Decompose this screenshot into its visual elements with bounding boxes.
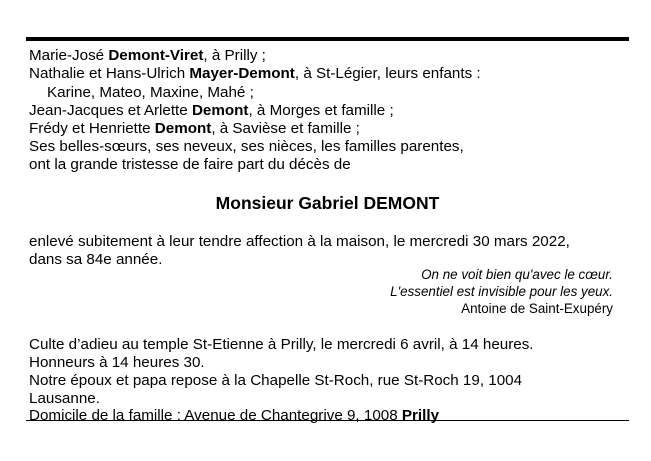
- family-line: Marie-José Demont-Viret, à Prilly ;: [29, 47, 266, 64]
- quote-line: On ne voit bien qu'avec le cœur.: [421, 267, 613, 282]
- family-line: Karine, Mateo, Maxine, Mahé ;: [47, 84, 254, 101]
- family-line: Nathalie et Hans-Ulrich Mayer-Demont, à St-Légier, leurs enfants :: [29, 65, 481, 82]
- quote-author: Antoine de Saint-Exupéry: [461, 301, 613, 316]
- service-line: Culte d’adieu au temple St-Etienne à Prilly, le mercredi 6 avril, à 14 heures.: [29, 336, 534, 353]
- family-line: Jean-Jacques et Arlette Demont, à Morges et famille ;: [29, 102, 394, 119]
- family-line: Frédy et Henriette Demont, à Savièse et famille ;: [29, 120, 360, 137]
- service-line: Honneurs à 14 heures 30.: [29, 354, 205, 371]
- family-line: ont la grande tristesse de faire part du décès de: [29, 156, 351, 173]
- service-line: Notre époux et papa repose à la Chapelle St-Roch, rue St-Roch 19, 1004: [29, 372, 523, 389]
- obituary-notice: [26, 37, 629, 424]
- quote-line: L'essentiel est invisible pour les yeux.: [390, 284, 613, 299]
- service-line: Domicile de la famille : Avenue de Chantegrive 9, 1008 Prilly: [29, 407, 440, 424]
- death-line: enlevé subitement à leur tendre affection à la maison, le mercredi 30 mars 2022,: [29, 233, 570, 250]
- deceased-name: Monsieur Gabriel DEMONT: [215, 193, 440, 213]
- service-line: Lausanne.: [29, 390, 100, 407]
- death-line: dans sa 84e année.: [29, 251, 163, 268]
- family-line: Ses belles-sœurs, ses neveux, ses nièces, les familles parentes,: [29, 138, 464, 155]
